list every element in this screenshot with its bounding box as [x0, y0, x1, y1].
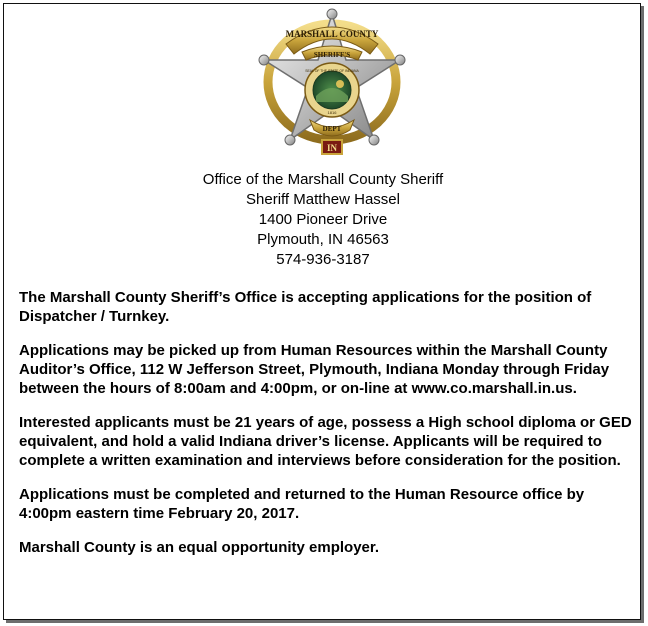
phone-number: 574-936-3187	[276, 251, 370, 268]
paragraph-position: The Marshall County Sheriff’s Office is accepting applications for the position of Dispatcher / Turnkey.	[19, 289, 592, 325]
sheriff-badge-logo	[252, 8, 412, 160]
street-address: 1400 Pioneer Drive	[258, 211, 388, 228]
notice-body	[19, 288, 634, 572]
sheriff-name: Sheriff Matthew Hassel	[246, 191, 400, 208]
badge-top-text: MARSHALL COUNTY	[285, 29, 379, 39]
badge-state-tab-text: IN	[326, 143, 338, 153]
office-address-block	[4, 170, 641, 270]
badge-ribbon-text: SHERIFF'S	[313, 51, 351, 59]
notice-frame	[3, 3, 641, 620]
badge-seal-text: SEAL OF THE STATE OF INDIANA	[305, 69, 359, 73]
paragraph-eoe: Marshall County is an equal opportunity employer.	[19, 539, 380, 556]
paragraph-deadline: Applications must be completed and returned to the Human Resource office by 4:00pm eastern time February 20, 2017.	[19, 486, 585, 522]
badge-bottom-text: DEPT	[322, 125, 342, 133]
city-state-zip: Plymouth, IN 46563	[257, 231, 389, 248]
paragraph-pickup: Applications may be picked up from Human Resources within the Marshall County Auditor’s Office, 112 W Jefferson Street, Plymouth, Indiana Monday through Friday between the hours of 8:00am and 4:00pm, or on-line at www.co.marshall.in.us.	[19, 342, 610, 397]
office-name: Office of the Marshall County Sheriff	[202, 171, 444, 188]
paragraph-requirements: Interested applicants must be 21 years of age, possess a High school diploma or GED equivalent, and hold a valid Indiana driver’s license. Applicants will be required to complete a written examination and interviews before consideration for the position.	[19, 414, 632, 469]
badge-seal-year: 1816	[327, 110, 337, 115]
